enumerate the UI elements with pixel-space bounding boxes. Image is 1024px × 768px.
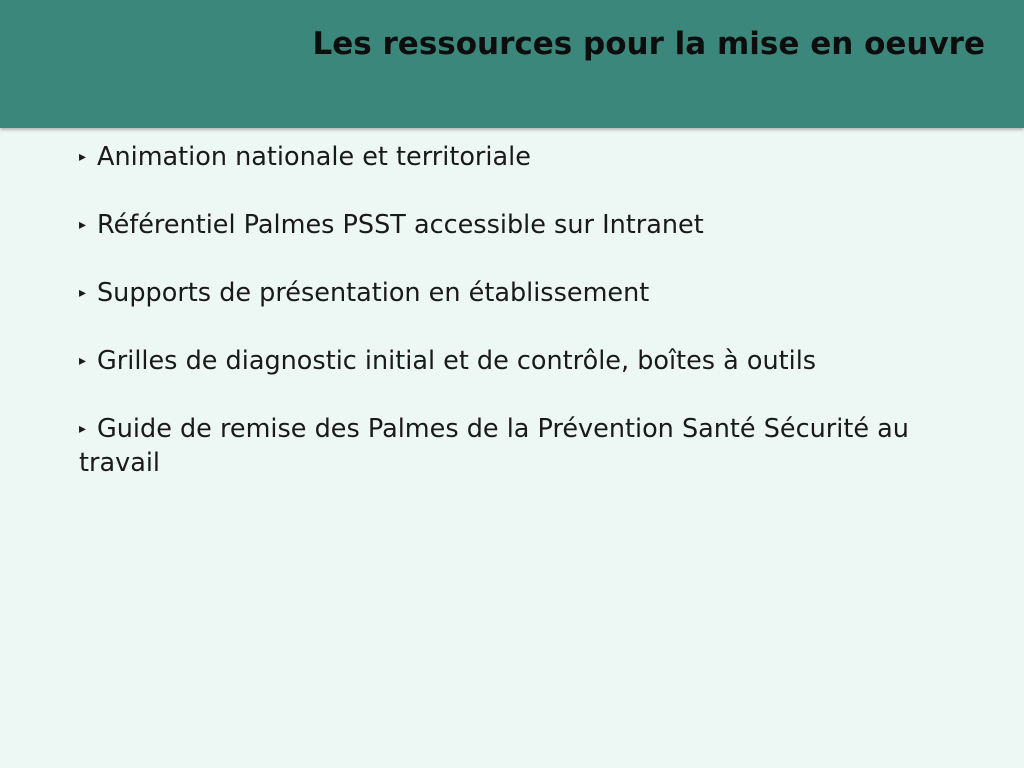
bullet-item bbox=[79, 276, 979, 310]
bullet-item bbox=[79, 140, 979, 174]
bullet-item bbox=[79, 344, 979, 378]
bullet-item bbox=[79, 412, 979, 480]
bullet-arrow-icon: ▸ bbox=[79, 149, 87, 165]
bullet-arrow-icon: ▸ bbox=[79, 353, 87, 369]
bullet-arrow-icon: ▸ bbox=[79, 285, 87, 301]
bullet-list bbox=[79, 140, 979, 514]
bullet-text: Supports de présentation en établissement bbox=[97, 278, 650, 308]
bullet-text: Référentiel Palmes PSST accessible sur Intranet bbox=[97, 210, 704, 240]
bullet-text: Grilles de diagnostic initial et de contrôle, boîtes à outils bbox=[97, 346, 817, 376]
bullet-text: Animation nationale et territoriale bbox=[97, 142, 531, 172]
bullet-arrow-icon: ▸ bbox=[79, 217, 87, 233]
bullet-text: Guide de remise des Palmes de la Prévention Santé Sécurité au travail bbox=[79, 414, 909, 478]
bullet-arrow-icon: ▸ bbox=[79, 421, 87, 437]
bullet-item bbox=[79, 208, 979, 242]
title-bar bbox=[0, 0, 1024, 128]
slide-title: Les ressources pour la mise en oeuvre bbox=[312, 26, 985, 62]
